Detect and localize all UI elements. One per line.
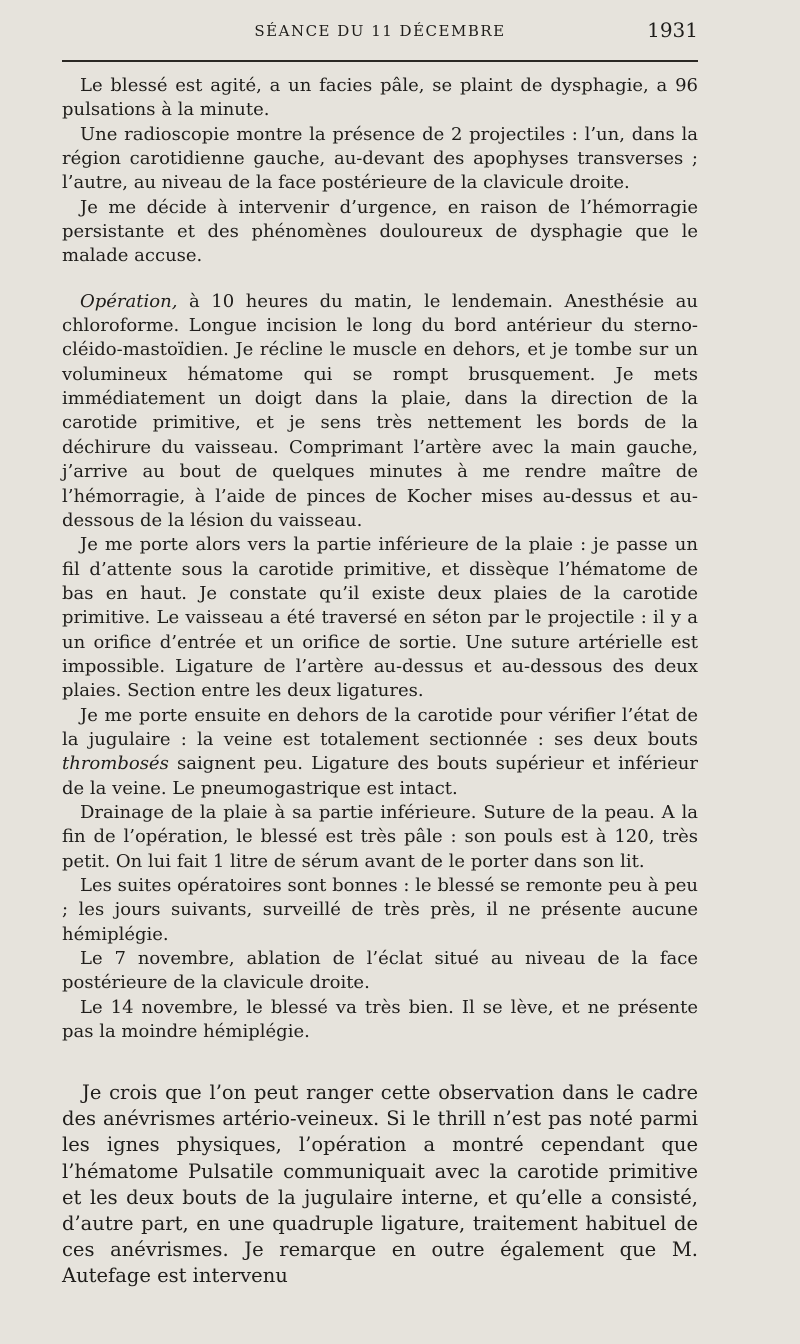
- header-rule: [62, 60, 698, 62]
- page-number: 1931: [647, 18, 698, 42]
- operation-paragraph: Opération, à 10 heures du matin, le lendemain. Anesthésie au chloroforme. Longue incision le long du bord antérieur du sterno-cléido-mastoïdien. Je récline le muscle en dehors, et je tombe sur un volumineux hématome qui se rompt brusquement. Je mets immédiatement un doigt dans la plaie, dans la direction de la carotide primitive, et je sens très nettement les bords de la déchirure du vaisseau. Comprimant l’artère avec la main gauche, j’arrive au bout de quelques minutes à me rendre maître de l’hémorragie, à l’aide de pinces de Kocher mises au-dessus et au-dessous de la lésion du vaisseau.: [62, 290, 698, 531]
- paragraph: Le 14 novembre, le blessé va très bien. Il se lève, et ne présente pas la moindre hémiplégie.: [62, 996, 698, 1043]
- header-title: SÉANCE DU 11 DÉCEMBRE: [254, 22, 506, 40]
- running-header: [62, 18, 698, 44]
- paragraph: Une radioscopie montre la présence de 2 projectiles : l’un, dans la région carotidienne gauche, au-devant des apophyses transverses ; l’autre, au niveau de la face postérieure de la clavicule droite.: [62, 123, 698, 194]
- italic-term: thrombosés: [62, 753, 169, 775]
- observation-block: [62, 74, 698, 1044]
- paragraph: Je me porte alors vers la partie inférieure de la plaie : je passe un fil d’attente sous la carotide primitive, et dissèque l’hématome de bas en haut. Je constate qu’il existe deux plaies de la carotide primitive. Le vaisseau a été traversé en séton par le projectile : il y a un orifice d’entrée et un orifice de sortie. Une suture artérielle est impossible. Ligature de l’artère au-dessus et au-dessous des deux plaies. Section entre les deux ligatures.: [62, 534, 698, 702]
- paragraph: Le blessé est agité, a un facies pâle, se plaint de dysphagie, a 96 pulsations à la minute.: [62, 75, 698, 121]
- paragraph: Le 7 novembre, ablation de l’éclat situé au niveau de la face postérieure de la clavicule droite.: [62, 948, 698, 994]
- paragraph: Je me porte ensuite en dehors de la carotide pour vérifier l’état de la jugulaire : la veine est totalement sectionnée : ses deux bouts thrombosés saignent peu. Ligature des bouts supérieur et inférieur de la veine. Le pneumogastrique est intact.: [62, 704, 698, 799]
- discussion-block: [62, 1080, 698, 1290]
- discussion-paragraph: Je crois que l’on peut ranger cette observation dans le cadre des anévrismes artério-veineux. Si le thrill n’est pas noté parmi les ignes physiques, l’opération a montré cependant que l’hématome Pulsatile communiquait avec la carotide primitive et les deux bouts de la jugulaire interne, et qu’elle a consisté, d’autre part, en une quadruple ligature, traitement habituel de ces anévrismes. Je remarque en outre également que M. Autefage est intervenu: [62, 1081, 698, 1288]
- paragraph: Les suites opératoires sont bonnes : le blessé se remonte peu à peu ; les jours suivants, surveillé de très près, il ne présente aucune hémiplégie.: [62, 875, 698, 945]
- paragraph: Drainage de la plaie à sa partie inférieure. Suture de la peau. A la fin de l’opération, le blessé est très pâle : son pouls est à 120, très petit. On lui fait 1 litre de sérum avant de le porter dans son lit.: [62, 801, 698, 872]
- operation-lead: Opération,: [80, 290, 178, 312]
- paragraph: Je me décide à intervenir d’urgence, en raison de l’hémorragie persistante et des phénomènes douloureux de dysphagie que le malade accuse.: [62, 196, 698, 267]
